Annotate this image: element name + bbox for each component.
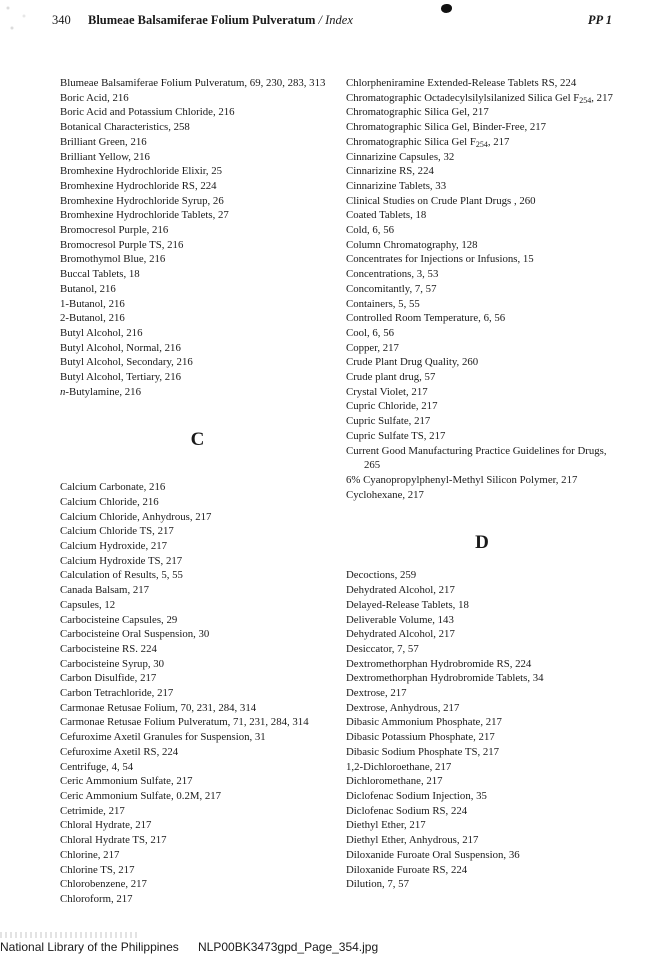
spacer [60,451,335,466]
entry-text: Carbon Disulfide, 217 [60,672,157,685]
entry-text: Ceric Ammonium Sulfate, 217 [60,775,193,788]
footer-library: National Library of the Philippines [0,940,179,954]
index-entry [60,341,335,356]
entry-text: Cinnarizine Tablets, 33 [346,179,447,192]
index-entry [60,524,335,539]
index-entry [60,480,335,495]
index-entry [346,135,618,150]
entry-text: Cefuroxime Axetil RS, 224 [60,745,179,758]
entry-text: Column Chromatography, 128 [346,238,478,251]
entry-text: Ceric Ammonium Sulfate, 0.2M, 217 [60,789,222,802]
entry-text: Dibasic Potassium Phosphate, 217 [346,731,495,744]
index-entry [60,774,335,789]
index-entry [346,179,618,194]
index-entry [60,238,335,253]
entry-text: Diclofenac Sodium RS, 224 [346,804,468,817]
index-entry [60,583,335,598]
entry-text: Bromhexine Hydrochloride Syrup, 26 [60,194,224,207]
index-entry [346,414,618,429]
index-entry [60,76,335,91]
index-entry [60,686,335,701]
index-entry [346,701,618,716]
index-entry [60,164,335,179]
entry-prefix: n [60,385,66,398]
entry-text: Calcium Hydroxide, 217 [60,540,168,553]
section-letter: C [190,428,205,450]
entry-text: Controlled Room Temperature, 6, 56 [346,312,506,325]
entry-text: Botanical Characteristics, 258 [60,121,190,134]
entry-text: Calcium Chloride TS, 217 [60,525,174,538]
index-entry [60,701,335,716]
entry-text: Boric Acid and Potassium Chloride, 216 [60,106,235,119]
index-entry [346,429,618,444]
index-entry [60,194,335,209]
entry-text: Dehydrated Alcohol, 217 [346,628,455,641]
entry-text: Butyl Alcohol, Normal, 216 [60,341,181,354]
running-header [52,13,612,31]
index-entry [60,105,335,120]
entry-text: Cold, 6, 56 [346,224,394,237]
entry-text: Diloxanide Furoate RS, 224 [346,863,468,876]
index-entry [346,164,618,179]
entry-text: 1-Butanol, 216 [60,297,125,310]
entry-text: Cinnarizine Capsules, 32 [346,150,455,163]
index-entry [346,91,618,106]
index-entry [346,120,618,135]
entry-text: Brilliant Yellow, 216 [60,150,150,163]
scan-speckle [0,0,40,40]
entry-text: Centrifuge, 4, 54 [60,760,134,773]
index-entry [60,150,335,165]
entry-text: Bromhexine Hydrochloride RS, 224 [60,179,217,192]
index-entry [346,877,618,892]
index-entry [60,311,335,326]
index-entry [60,760,335,775]
entry-text: Chlorine TS, 217 [60,863,135,876]
index-entry [60,91,335,106]
index-entry [346,194,618,209]
index-entry [346,399,618,414]
entry-text: Chromatographic Octadecylsilylsilanized Silica Gel F [346,91,580,104]
entry-text: Butyl Alcohol, Secondary, 216 [60,356,193,369]
index-entry [346,848,618,863]
entry-pages: , 217 [487,135,510,148]
index-entry [60,267,335,282]
footer-filename: NLP00BK3473gpd_Page_354.jpg [198,940,379,954]
index-entry [60,297,335,312]
index-entry [346,760,618,775]
entry-text: Copper, 217 [346,341,399,354]
index-column-left [60,76,335,907]
index-entry [346,311,618,326]
index-entry [60,135,335,150]
index-entry [60,120,335,135]
index-entry [60,642,335,657]
index-entry [346,730,618,745]
entry-text: Chromatographic Silica Gel, 217 [346,106,489,119]
spacer [60,414,335,429]
entry-text: Bromhexine Hydrochloride Tablets, 27 [60,209,229,222]
entry-text: Buccal Tablets, 18 [60,268,140,281]
entry-text: 1,2-Dichloroethane, 217 [346,760,452,773]
index-entry [346,267,618,282]
entry-subscript: 254 [579,95,592,105]
entry-text: Chromatographic Silica Gel F [346,135,476,148]
entry-text: Bromothymol Blue, 216 [60,253,166,266]
entry-text: Chloroform, 217 [60,892,133,905]
index-entry [346,568,618,583]
index-entry [60,848,335,863]
entry-text: Containers, 5, 55 [346,297,420,310]
index-entry [60,495,335,510]
index-entry [60,223,335,238]
spacer [346,517,618,532]
spacer [60,466,335,481]
index-entry [60,355,335,370]
entry-text: Dichloromethane, 217 [346,775,443,788]
entry-text: Cupric Chloride, 217 [346,400,438,413]
entry-text: Canada Balsam, 217 [60,584,150,597]
entry-text: Concentrates for Injections or Infusions, 15 [346,253,534,266]
header-section: / Index [315,13,353,27]
index-entry [60,671,335,686]
entry-text: Carbocisteine Capsules, 29 [60,613,178,626]
entry-text: Cinnarizine RS, 224 [346,165,434,178]
entry-text: Dibasic Ammonium Phosphate, 217 [346,716,502,729]
entry-text: 2-Butanol, 216 [60,312,125,325]
entry-text: Chloral Hydrate, 217 [60,819,152,832]
index-entry [60,715,335,730]
index-entry [60,745,335,760]
index-entry [60,208,335,223]
entry-text: Calcium Chloride, 216 [60,495,159,508]
index-entry [346,833,618,848]
index-entry [60,613,335,628]
entry-text: Concentrations, 3, 53 [346,268,439,281]
scan-smudge [0,932,140,938]
index-entry [346,863,618,878]
header-code: PP 1 [587,13,612,27]
index-entry [346,583,618,598]
index-entry [60,282,335,297]
entry-text: Butyl Alcohol, Tertiary, 216 [60,371,181,384]
index-entry [346,686,618,701]
section-letter: D [475,531,489,553]
index-entry [346,488,618,503]
index-entry [346,473,618,488]
entry-text: Carmonae Retusae Folium Pulveratum, 71, 231, 284, 314 [60,716,309,729]
entry-text: Bromocresol Purple TS, 216 [60,238,184,251]
index-entry [346,150,618,165]
entry-text: Butyl Alcohol, 216 [60,326,143,339]
index-entry [346,326,618,341]
index-entry [346,789,618,804]
index-entry [60,179,335,194]
entry-text: Decoctions, 259 [346,569,417,582]
running-title [88,13,353,28]
spacer [60,399,335,414]
entry-pages: , 217 [591,91,613,104]
index-entry [60,627,335,642]
entry-text: Carbon Tetrachloride, 217 [60,687,174,700]
index-entry [60,568,335,583]
header-title: Blumeae Balsamiferae Folium Pulveratum [88,13,316,27]
entry-text: 6% Cyanopropylphenyl-Methyl Silicon Polymer, 217 [346,473,578,486]
entry-text: Dextrose, 217 [346,687,407,700]
index-entry [346,297,618,312]
entry-text: Dextromethorphan Hydrobromide RS, 224 [346,657,532,670]
entry-text: -Butylamine, 216 [65,385,141,398]
entry-text: Current Good Manufacturing Practice Guidelines for Drugs, 265 [346,444,607,472]
index-entry [60,804,335,819]
entry-text: Dibasic Sodium Phosphate TS, 217 [346,745,500,758]
index-entry [346,385,618,400]
index-entry [60,554,335,569]
index-entry [346,238,618,253]
entry-text: Carbocisteine RS. 224 [60,642,157,655]
entry-text: Cool, 6, 56 [346,326,394,339]
entry-text: Boric Acid, 216 [60,91,129,104]
entry-text: Cupric Sulfate TS, 217 [346,429,446,442]
entry-text: Carbocisteine Oral Suspension, 30 [60,628,210,641]
index-entry [346,598,618,613]
index-entry [346,818,618,833]
entry-text: Brilliant Green, 216 [60,135,147,148]
entry-text: Chlorine, 217 [60,848,120,861]
index-entry [60,892,335,907]
entry-text: Chromatographic Silica Gel, Binder-Free, 217 [346,121,547,134]
index-entry [60,730,335,745]
index-entry [346,341,618,356]
index-entry [60,370,335,385]
entry-text: Clinical Studies on Crude Plant Drugs , 260 [346,194,536,207]
entry-text: Calcium Hydroxide TS, 217 [60,554,183,567]
index-entry [346,252,618,267]
index-entry [60,789,335,804]
index-entry [60,385,335,400]
entry-text: Blumeae Balsamiferae Folium Pulveratum, 69, 230, 283, 313 [60,77,326,89]
entry-text: Chlorobenzene, 217 [60,878,147,891]
index-entry [60,539,335,554]
entry-text: Calculation of Results, 5, 55 [60,569,183,582]
entry-text: Deliverable Volume, 143 [346,613,454,626]
index-entry [346,613,618,628]
index-entry [346,208,618,223]
index-entry [60,598,335,613]
index-entry [60,657,335,672]
page-number: 340 [52,13,71,27]
entry-text: Bromocresol Purple, 216 [60,224,169,237]
index-entry [60,818,335,833]
entry-text: Capsules, 12 [60,598,116,611]
entry-text: Diloxanide Furoate Oral Suspension, 36 [346,848,520,861]
entry-text: Calcium Carbonate, 216 [60,481,166,494]
index-entry [346,444,618,473]
index-entry [60,326,335,341]
index-entry [346,804,618,819]
entry-text: Dehydrated Alcohol, 217 [346,584,455,597]
index-entry [346,355,618,370]
entry-text: Desiccator, 7, 57 [346,642,419,655]
entry-text: Delayed-Release Tablets, 18 [346,598,469,611]
index-entry [346,627,618,642]
entry-text: Cyclohexane, 217 [346,488,424,501]
entry-text: Dextrose, Anhydrous, 217 [346,701,460,714]
entry-text: Bromhexine Hydrochloride Elixir, 25 [60,165,223,178]
entry-text: Diclofenac Sodium Injection, 35 [346,790,487,802]
index-entry [346,642,618,657]
entry-text: Crystal Violet, 217 [346,385,428,398]
index-entry [60,863,335,878]
entry-text: Chloral Hydrate TS, 217 [60,834,167,847]
index-entry [346,745,618,760]
entry-text: Carbocisteine Syrup, 30 [60,657,165,670]
entry-text: Concomitantly, 7, 57 [346,282,437,295]
index-entry [346,370,618,385]
index-entry [346,105,618,120]
entry-text: Diethyl Ether, Anhydrous, 217 [346,834,479,847]
entry-text: Coated Tablets, 18 [346,209,427,222]
ink-blot-mark [441,4,452,13]
index-entry [60,510,335,525]
entry-text: Crude Plant Drug Quality, 260 [346,356,479,369]
entry-text: Crude plant drug, 57 [346,371,436,384]
entry-text: Cetrimide, 217 [60,804,125,817]
index-entry [346,223,618,238]
spacer [346,554,618,569]
entry-text: Diethyl Ether, 217 [346,819,426,832]
entry-text: Cefuroxime Axetil Granules for Suspension, 31 [60,731,266,744]
entry-text: Dilution, 7, 57 [346,878,409,891]
index-entry [346,774,618,789]
entry-text: Carmonae Retusae Folium, 70, 231, 284, 314 [60,701,257,714]
spacer [346,502,618,517]
entry-text: Chlorpheniramine Extended-Release Tablets RS, 224 [346,77,577,89]
index-entry [60,252,335,267]
index-entry [346,657,618,672]
index-entry [346,76,618,91]
index-entry [346,282,618,297]
entry-subscript: 254 [475,139,488,149]
entry-text: Dextromethorphan Hydrobromide Tablets, 34 [346,672,544,685]
entry-text: Cupric Sulfate, 217 [346,415,431,428]
entry-text: Butanol, 216 [60,282,116,295]
index-entry [346,671,618,686]
index-entry [60,833,335,848]
index-entry [346,715,618,730]
entry-text: Calcium Chloride, Anhydrous, 217 [60,510,212,523]
index-column-right [346,76,618,892]
index-entry [60,877,335,892]
